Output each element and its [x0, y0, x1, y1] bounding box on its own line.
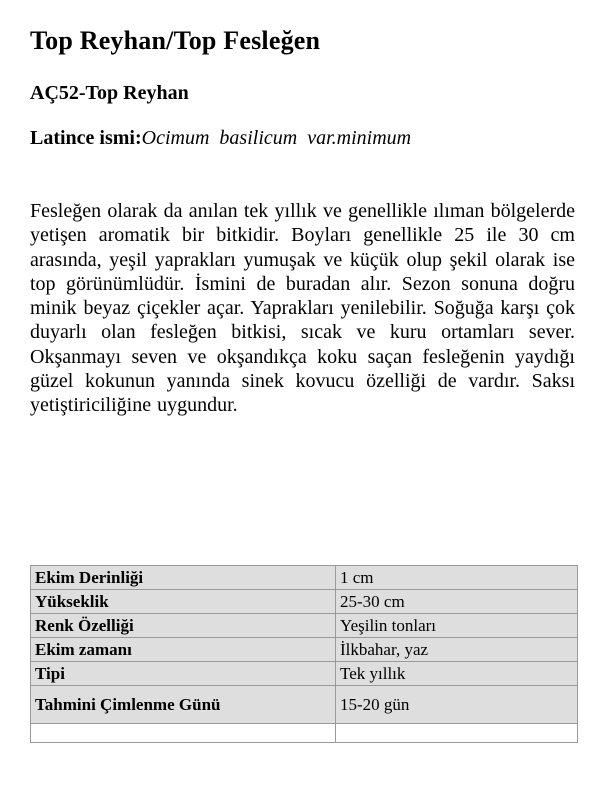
row-label: Yükseklik — [31, 590, 336, 614]
row-value: Yeşilin tonları — [336, 614, 578, 638]
table-row — [31, 614, 578, 638]
row-label: Ekim zamanı — [31, 638, 336, 662]
table-row — [31, 686, 578, 724]
row-value: Tek yıllık — [336, 662, 578, 686]
latin-name-line — [30, 126, 530, 151]
plant-info-table — [30, 565, 578, 743]
table-row — [31, 566, 578, 590]
table-row — [31, 662, 578, 686]
row-value-empty — [336, 724, 578, 743]
product-code-heading: AÇ52-Top Reyhan — [30, 82, 189, 104]
table-row — [31, 590, 578, 614]
description-paragraph: Fesleğen olarak da anılan tek yıllık ve genellikle ılıman bölgelerde yetişen aromatik bir bitkidir. Boyları genellikle 25 ile 30 cm arasında, yeşil yaprakları yumuşak ve küçük olup şekil olarak ise top görünümlüdür. İsmini de buradan alır. Sezon sonuna doğru minik beyaz çiçekler açar. Yaprakları yenilebilir. Soğuğa karşı çok duyarlı olan fesleğen bitkisi, sıcak ve kuru ortamları sever. Okşanmayı seven ve okşandıkça koku saçan fesleğenin yaydığı güzel kokunun yanında sinek kovucu özelliği de vardır. Saksı yetiştiriciliğine uygundur. — [30, 200, 575, 417]
row-label: Tahmini Çimlenme Günü — [31, 686, 336, 724]
row-value: 25-30 cm — [336, 590, 578, 614]
row-value: 1 cm — [336, 566, 578, 590]
page-title: Top Reyhan/Top Fesleğen — [30, 26, 321, 55]
row-label: Tipi — [31, 662, 336, 686]
latin-name-value: Ocimum basilicum var.minimum — [141, 127, 412, 149]
table-row — [31, 638, 578, 662]
latin-name-label: Latince ismi: — [30, 127, 142, 149]
row-label: Renk Özelliği — [31, 614, 336, 638]
row-value: İlkbahar, yaz — [336, 638, 578, 662]
table-row-empty — [31, 724, 578, 743]
row-label-empty — [31, 724, 336, 743]
row-value: 15-20 gün — [336, 686, 578, 724]
row-label: Ekim Derinliği — [31, 566, 336, 590]
